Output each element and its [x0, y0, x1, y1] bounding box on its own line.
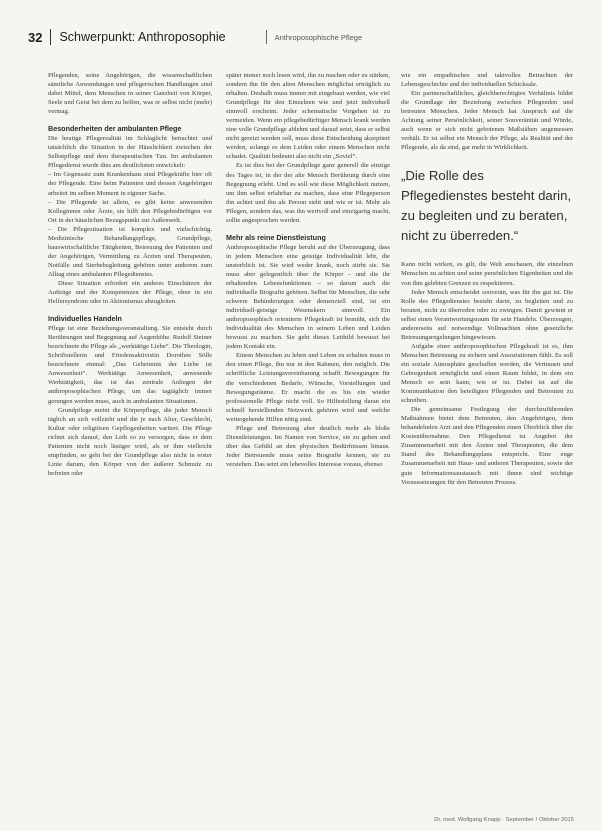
paragraph: Aufgabe einer anthroposophischen Pflegekraft ist es, ihm Menschen Betreuung zu sichern und Assoziationen fühlt. Es soll ein soziale Atmosphäre geschaffen werden, die Vertrauen und Geborgenheit ermöglicht und einen Raum bildet, in dem ein Mensch so sein kann, wie er ist. Dabei ist auf die Kommunikation den beteiligten Pflegenden und Betreuten zu schreiben.	[401, 342, 573, 405]
paragraph: Ein partnerschaftliches, gleichberechtigtes Verhältnis bildet die Grundlage der Beziehung zwischen Pflegenden und betreuten Menschen. Jeder Mensch hat Anspruch auf die Achtung seiner Persönlichkeit, seiner Souveränität und Würde, auch wenn er sich nicht gebotenen Maßstäben angemessen verhält. Er ist selbst ein Mensch der Pflege, als Realität und der Pflegende, als da sind, gar mehr in Wirklichkeit.	[401, 90, 573, 152]
text-column-3	[401, 71, 573, 487]
page-footer: Dr. med. Wolfgang Knapp · September / Oktober 2015	[434, 817, 574, 823]
subheading: Besonderheiten der ambulanten Pflege	[48, 124, 182, 134]
paragraph: Pflege und Betreuung aber deutlich mehr als bloße Dienstleistungen. Im Namen von Service, sie zu geben und über das Gefühl an den physischen Bedürfnissen hinaus. Jeder Betreuende muss seine Biografie kennen, sie zu verstehen. Das setzt ein lebevolles Interesse voraus, ebenso	[226, 424, 390, 468]
text-column-2	[226, 71, 390, 469]
paragraph: Pflege ist eine Beziehungsveranstaltung. Sie entsteht durch Berührungen und Begegnung auf Augenhöhe. Rudolf Steiner bezeichnete die Pflege als „werktätige Liebe“. Die Theologin, Schriftstellerin und Friedensaktivistin Dorothee Sölle bezeichnete einmal: „Das Geheimnis der Liebe ist Anwesenheit“. Werktätige Anwesenheit, anwesende Werktätigkeit, das ist das zentrale Anliegen der anthroposophischen Pflege, um das tagtäglich immer gerungen werden muss, auch in ambulanten Situationen.	[48, 325, 212, 405]
paragraph: – Im Gegensatz zum Krankenhaus sind Pflegekräfte hier oft der Pflegende. Eine beim Patienten und dessen Angehörigen arbeitet im selben Moment in eigener Sache.	[48, 171, 212, 197]
paragraph: später immer noch lesen wird, ihn zu machen oder zu stärken, sondern ihn für den alten Menschen möglichst erträglich zu erhalten. Deshalb muss immer mit eingebaut werden, wie viel Grundpflege für den Einzelnen wie und jetzt individuell sinnvoll erscheint. Jeder schematische Vorgehen ist zu vermeiden. Wenn ein pflegebedürftiger Mensch krank werden eine volle Grundpflege ablehnt und darauf setzt, dass er selbst nicht gereizt werden soll, muss diese Entscheidung akzeptiert werden, solange es dem Leiden oder einem Menschen nicht schadet. Qualität bedeutet also nicht ein „Soviel“.	[226, 72, 390, 161]
paragraph: Einem Menschen zu leben und Leben zu erhalten muss in den einen Pflege, ihn nur in den Rahmen, den möglich. Die schriftliche Leistungsvereinbarung schafft Bewegungen für die verschiedenen Bedarfe, Wünsche, Vorstellungen und Bewegungsräume. Er macht die es bis ein wieder professionelle Pflege nicht voll. So Hilfestellung daran ein schnell herstellenden Netzwerk gehören wird und welche weitergehende Hilfen nötig sind.	[226, 352, 390, 423]
subsection-title: Anthroposophische Pflege	[274, 32, 363, 42]
paragraph: Jeder Mensch entscheidet souverän, was für ihn gut ist. Die Rolle des Pflegedienstes besteht darin, zu begleiten und zu beraten, nicht zu überreden oder zu zwingen. Damit gewinnt er selbst einen Verantwortungsraum für sein Handeln. Überzeugen, andererseits auf notwendige Vollmachten ohne gesetzliche Betreuungsregelungen hingewiesen.	[401, 288, 573, 341]
header-divider	[50, 29, 51, 45]
paragraph: wie ein empathisches und taktvolles Betrachten der Lebensgeschichte und der individuellen Schicksale.	[401, 72, 573, 89]
pull-quote: „Die Rolle des Pflegedienstes besteht darin, zu begleiten und zu beraten, nicht zu überreden.“	[401, 168, 572, 244]
paragraph: Es ist dies bei der Grundpflege ganz generell die einzige des Tages ist, in der der alte Mensch Berührung durch eine Begegnung erlebt. Und es soll wie diese Möglichkeit nutzen, um ihm selbst erfahrbar zu machen, dass eine Pflegeperson ihn achtet und ihn als Person sieht und wie er ist. Mehr als Pflegen, sondern das, was ihn wertvoll und einzigartig macht, sollte angesprochen werden.	[226, 162, 390, 224]
paragraph: – Die Pflegesituation ist komplex und vielschichtig. Medizinische Behandlungspflege, Grundpflege, hauswirtschaftliche Tätigkeiten, Betreuung des Patienten und der Angehörigen, Vermittlung zu Ärzten und Therapeuten, Notfälle und Sterbebegleitung gehören unter anderem zum Alltag eines ambulanten Pflegedienstes.	[48, 225, 212, 278]
header-divider-2	[266, 30, 267, 44]
paragraph: – Die Pflegende ist allein, es gibt keine anwesenden Kolleginnen oder Ärzte, sie hilft den Pflegebedürftigen vor Ort in der häuslichen Bezugspunkt zur Außenwelt.	[48, 198, 212, 224]
paragraph: Die heutige Pflegerealität im Schlaglicht betrachtet und tatsächlich die Situation in der Häuslichkeit zwischen der Selbstpflege und dem therapeutischen Tun. Im ambulanten Pflegedienst wurde dies am deutlichsten entwickelt:	[48, 135, 212, 170]
paragraph: Anthroposophische Pflege beruht auf der Überzeugung, dass in jedem Menschen eine geistige Individualität lebt, die unsterblich ist. Sie wird weder krank, noch stirbt sie. Sie muss aber gelegentlich über ihr Körper – und die ihr erhaltenden Lebensfunktionen – so darum auch die individuelle Biografie gehören. Selbst für Menschen, die sehr schwere Behinderungen oder demenziell sind, ist ein individuell-geistige Wesenskern sinnvoll. Ein anthroposophisch orientierte Pflegekraft ist bemüht, sich die Individualität des Menschen in seinem Leben und Leiden bewusst zu machen. Sie geht dieses Leitbild bewusst bei jedem Kontakt ein.	[226, 243, 390, 351]
text-column-1	[48, 71, 212, 478]
paragraph: Die gemeinsame Festlegung der durchzuführenden Maßnahmen bietet dem Betreuten, den Angehörigen, dem behandelnden Arzt und den Pflegenden einen Überblick über die Kostenübernahme. Den Pflegedienst ist Angebot der Zusammenarbeit mit den Ärzten und Therapeuten, die dem Stand des Behandlungsplans entspricht. Eine enge Zusammenarbeit mit Haus- und anderen Therapeuten, sowie der gute Informationsaustausch mit ihnen sind wichtige Voraussetzungen für den Betreuten Prozess.	[401, 406, 573, 486]
page-header	[28, 26, 574, 48]
paragraph: Pflegenden, seine Angehörigen, die wissenschaftlichen sämtliche Anwendungen und pflegerischen Handlungen sind dabei Mittel, dem Menschen in seiner Ganzheit von Körper, Seele und Geist bei dem zu helfen, was er selbst nicht (mehr) vermag.	[48, 72, 212, 116]
subheading: Mehr als reine Dienstleistung	[226, 232, 326, 242]
page-number: 32	[28, 29, 43, 45]
paragraph: Diese Situation erfordert ein anderes Einschätzen der Aufträge und der Kompetenzen der Pflege, ohne in ein Helfersyndrom oder in Aktionismus abzugleiten.	[48, 279, 212, 306]
paragraph: Grundpflege meint die Körperpflege, die jeder Mensch täglich an sich vollzieht und die je nach Alter, Geschlecht, Kultur oder religiösen Gepflogenheiten variiert. Die Pflege richtet sich darauf, den Leib so zu versorgen, dass er dem Patienten nicht noch lästiger wird, als er ihm vielleicht empfinden, so geht bei der Grundpflege also nicht in erster Linie darum, den Körper von der äußerer Schmutz zu befreien oder	[48, 406, 212, 477]
subheading: Individuelles Handeln	[48, 314, 122, 324]
section-title: Schwerpunkt: Anthroposophie	[59, 30, 226, 44]
paragraph: Kann nicht wirken, es gilt, die Welt anschauen, die einzelnen Menschen zu achten und seine persönlichen Eigenheiten und die von ihm gelebten Grenzen zu respektieren.	[401, 261, 573, 287]
